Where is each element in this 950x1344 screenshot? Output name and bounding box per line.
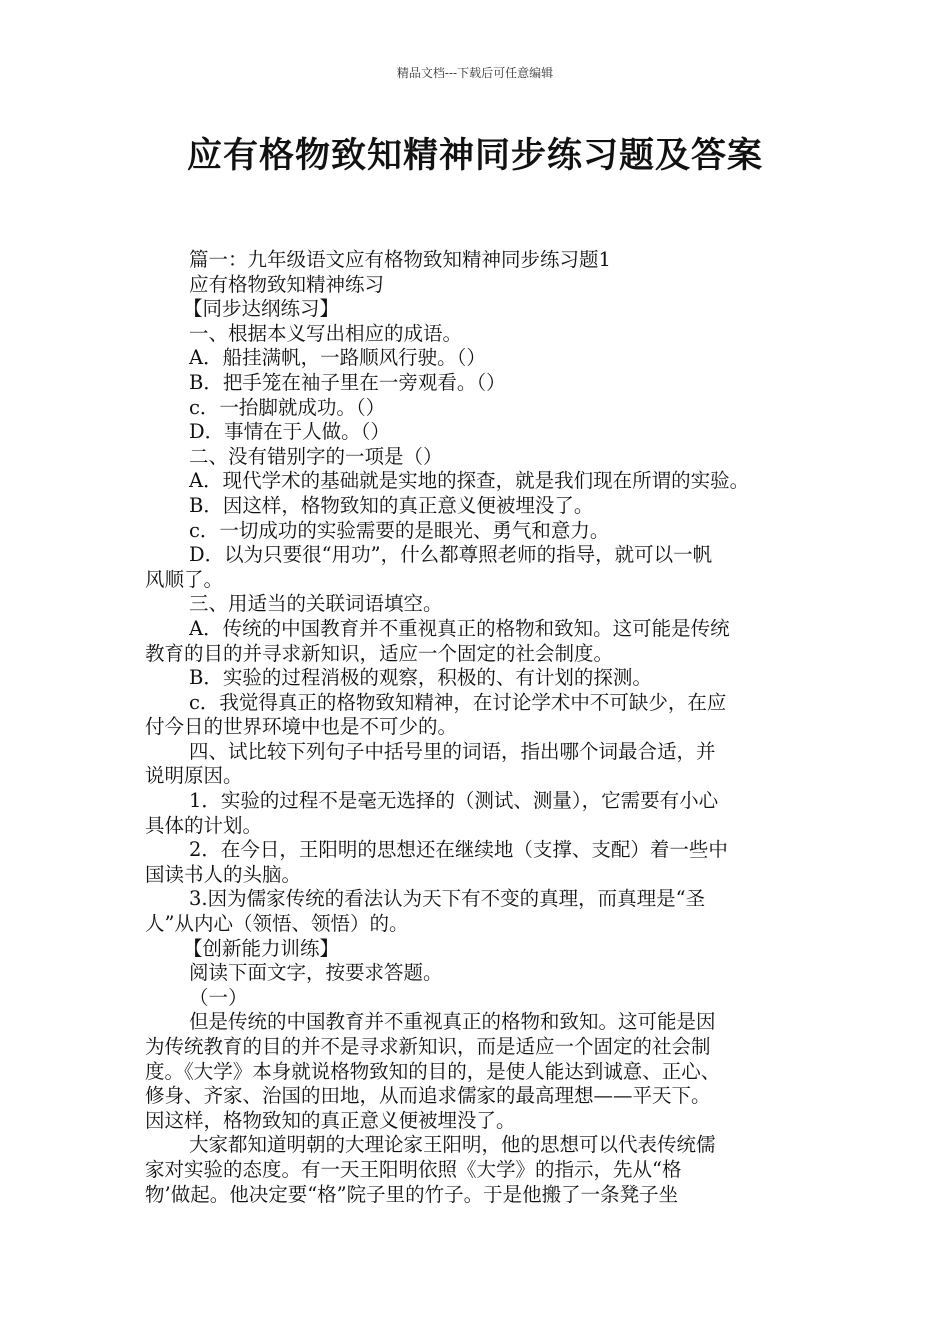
text-line: 【创新能力训练】 [183, 936, 340, 960]
text-line: 【同步达纲练习】 [183, 297, 340, 321]
text-line: c．一抬脚就成功。（） [189, 395, 386, 419]
document-title: 应有格物致知精神同步练习题及答案 [186, 136, 763, 176]
text-line: B．把手笼在袖子里在一旁观看。（） [189, 370, 506, 394]
text-line: 二、没有错别字的一项是（） [189, 444, 443, 468]
text-line: 3.因为儒家传统的看法认为天下有不变的真理，而真理是“圣 [189, 887, 706, 911]
text-line: 篇一：九年级语文应有格物致知精神同步练习题1 [189, 248, 611, 271]
text-line: 具体的计划。 [145, 813, 263, 837]
text-line: c．一切成功的实验需要的是眼光、勇气和意力。 [189, 518, 610, 542]
document-body [145, 248, 825, 1207]
text-line: c．我觉得真正的格物致知精神，在讨论学术中不可缺少，在应 [189, 690, 727, 714]
text-line: 修身、齐家、治国的田地，从而追求儒家的最高理想——平天下。 [145, 1084, 711, 1108]
text-line: 因这样，格物致知的真正意义便被埋没了。 [145, 1108, 516, 1132]
text-line: 一、根据本义写出相应的成语。 [189, 321, 463, 345]
text-line: 度。《大学》本身就说格物致知的目的，是使人能达到诚意、正心、 [145, 1059, 721, 1083]
text-line: A．传统的中国教育并不重视真正的格物和致知。这可能是传统 [189, 616, 730, 640]
text-line: 1．实验的过程不是毫无选择的（测试、测量），它需要有小心 [189, 789, 719, 813]
text-line: 付今日的世界环境中也是不可少的。 [145, 715, 458, 739]
text-line: 应有格物致知精神练习 [189, 272, 385, 296]
text-line: 家对实验的态度。有一天王阳明依照《大学》的指示，先从“格 [145, 1157, 682, 1181]
text-line: 人”从内心（领悟、领悟）的。 [145, 912, 409, 936]
text-line: 说明原因。 [145, 764, 243, 788]
text-line: A．船挂满帆，一路顺风行驶。（） [189, 346, 486, 370]
text-line: 但是传统的中国教育并不重视真正的格物和致知。这可能是因 [189, 1010, 716, 1034]
text-line: D．以为只要很“用功”，什么都尊照老师的指导，就可以一帆 [189, 543, 713, 567]
text-line: 阅读下面文字，按要求答题。 [189, 961, 443, 985]
text-line: （一） [189, 985, 248, 1009]
text-line: D．事情在于人做。（） [189, 420, 390, 444]
text-line: 四、试比较下列句子中括号里的词语，指出哪个词最合适，并 [189, 739, 716, 763]
text-line: 大家都知道明朝的大理论家王阳明，他的思想可以代表传统儒 [189, 1133, 716, 1157]
text-line: 物’做起。他决定要“格”院子里的竹子。于是他搬了一条凳子坐 [145, 1182, 679, 1206]
text-line: 教育的目的并寻求新知识，适应一个固定的社会制度。 [145, 641, 614, 665]
text-line: A．现代学术的基础就是实地的探查，就是我们现在所谓的实验。 [189, 469, 750, 493]
text-line: 风顺了。 [145, 567, 224, 591]
text-line: 为传统教育的目的并不是寻求新知识，而是适应一个固定的社会制 [145, 1035, 711, 1058]
text-line: 三、用适当的关联词语填空。 [189, 592, 443, 616]
text-line: 2．在今日，王阳明的思想还在继续地（支撑、支配）着一些中 [189, 838, 728, 862]
text-line: B．因这样，格物致知的真正意义便被埋没了。 [189, 493, 594, 517]
text-line: 国读书人的头脑。 [145, 862, 302, 886]
page-header: 精品文档---下载后可任意编辑 [396, 66, 554, 80]
text-line: B．实验的过程消极的观察，积极的、有计划的探测。 [189, 666, 652, 690]
